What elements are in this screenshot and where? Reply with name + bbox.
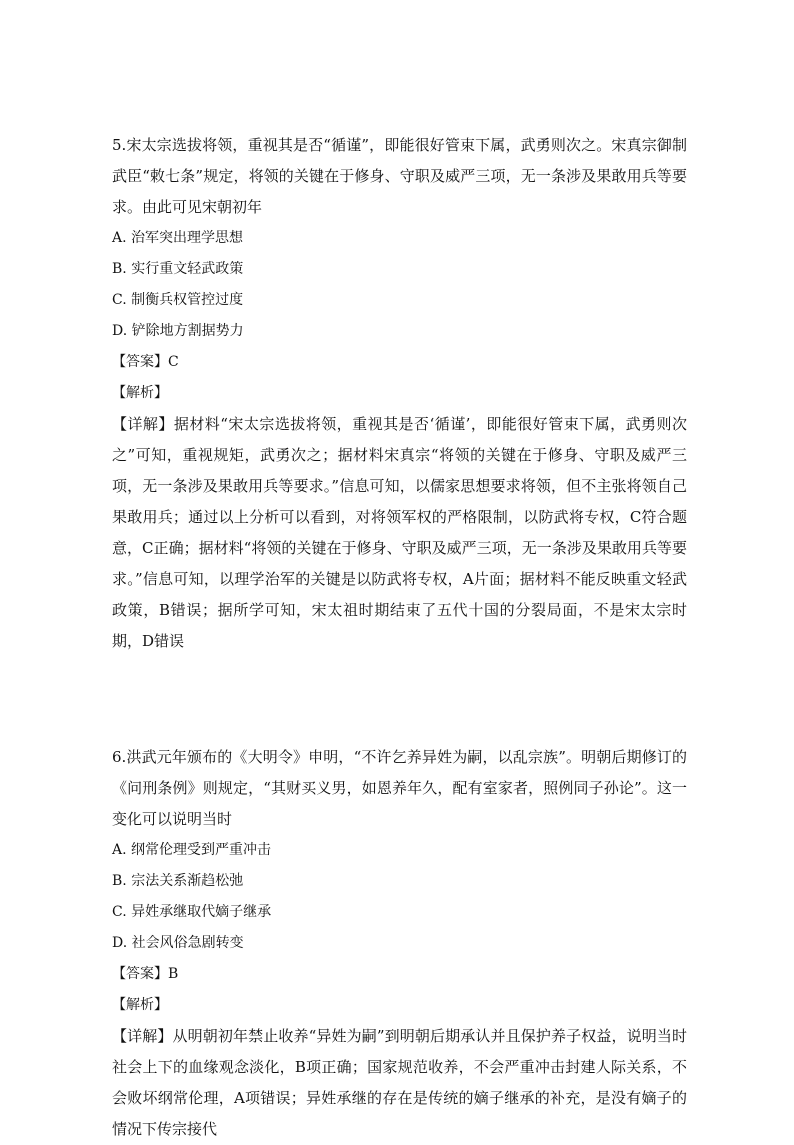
analysis-label: 【解析】 — [112, 997, 168, 1013]
option-d: D. 社会风俗急剧转变 — [112, 935, 244, 951]
option-b: B. 宗法关系渐趋松弛 — [112, 873, 244, 889]
answer-label: 【答案】 — [112, 354, 168, 370]
option-d: D. 铲除地方割据势力 — [112, 323, 244, 339]
option-a: A. 纲常伦理受到严重冲击 — [112, 842, 272, 858]
detail-text: 据材料“宋太宗选拔将领，重视其是否‘循谨’，即能很好管束下属，武勇则次之”可知，重视规矩，武勇次之；据材料宋真宗“将领的关键在于修身、守职及威严三项，无一条涉及果敢用兵等要求。”信息可知，以儒家思想要求将领，但不主张将领自己果敢用兵；通过以上分析可以看到，对将领军权的严格限制，以防武将专权，C符合题意，C正确；据材料“将领的关键在于修身、守职及威严三项，无一条涉及果敢用兵等要求。”信息可知，以理学治军的关键是以防武将专权，A片面；据材料不能反映重文轻武政策，B错误；据所学可知，宋太祖时期结束了五代十国的分裂局面，不是宋太宗时期，D错误 — [112, 415, 687, 650]
option-c: C. 异姓承继取代嫡子继承 — [112, 904, 272, 920]
answer-label: 【答案】 — [112, 966, 168, 982]
answer-value: B — [168, 966, 179, 982]
answer-value: C — [168, 354, 179, 370]
option-c: C. 制衡兵权管控过度 — [112, 292, 244, 308]
detail-label: 【详解】 — [112, 415, 174, 433]
option-a: A. 治军突出理学思想 — [112, 230, 244, 246]
detail-label: 【详解】 — [112, 1027, 173, 1045]
analysis-label: 【解析】 — [112, 385, 168, 401]
question-stem: 6.洪武元年颁布的《大明令》申明，“不许乞养异姓为嗣，以乱宗族”。明朝后期修订的《问刑条例》则规定，“其财买义男，如恩养年久，配有室家者，照例同子孙论”。这一变化可以说明当时 — [112, 748, 687, 828]
answer-line — [112, 959, 687, 990]
detail-paragraph — [112, 409, 687, 657]
question-5 — [112, 130, 687, 657]
detail-text: 从明朝初年禁止收养“异姓为嗣”到明朝后期承认并且保护养子权益，说明当时社会上下的血缘观念淡化，B项正确；国家规范收养，不会严重冲击封建人际关系，不会败坏纲常伦理，A项错误；异姓承继的存在是传统的嫡子继承的补充，是没有嫡子的情况下传宗接代 — [112, 1027, 687, 1138]
detail-paragraph — [112, 1021, 687, 1145]
option-b: B. 实行重文轻武政策 — [112, 261, 244, 277]
answer-line — [112, 347, 687, 378]
question-stem: 5.宋太宗选拔将领，重视其是否“循谨”，即能很好管束下属，武勇则次之。宋真宗御制武臣“敕七条”规定，将领的关键在于修身、守职及威严三项，无一条涉及果敢用兵等要求。由此可见宋朝初年 — [112, 136, 687, 216]
question-6 — [112, 742, 687, 1145]
